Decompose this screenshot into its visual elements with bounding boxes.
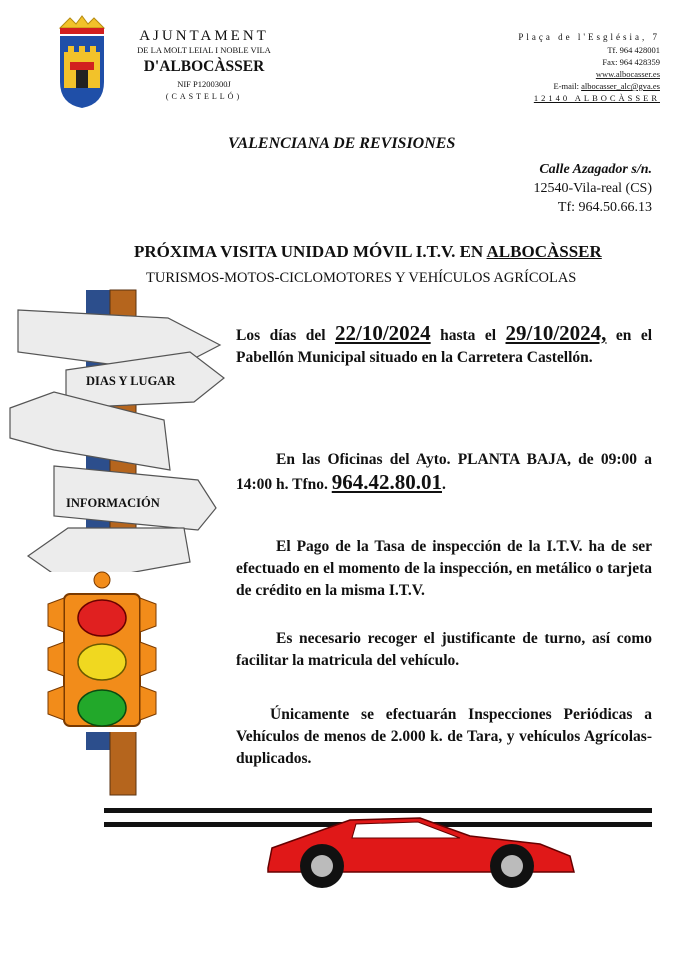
traffic-light-illustration bbox=[40, 572, 156, 732]
p2-text-a: En las Oficinas del Ayto. PLANTA BAJA, de 09:00 a 14:00 h. Tfno. bbox=[236, 451, 652, 493]
header-email-row bbox=[554, 81, 661, 91]
header-fax: Fax: 964 428359 bbox=[602, 57, 660, 67]
header-address: Plaça de l'Església, 7 bbox=[518, 32, 660, 42]
header-nif: NIF P1200300J bbox=[177, 79, 231, 89]
header-line-ajuntament: AJUNTAMENT bbox=[139, 28, 269, 44]
paragraph-office bbox=[236, 449, 652, 496]
header-line-noble-vila: DE LA MOLT LEIAL I NOBLE VILA bbox=[137, 45, 271, 55]
paragraph-dates bbox=[236, 322, 652, 369]
red-car-illustration bbox=[268, 818, 574, 888]
p1-text-a: Los días del bbox=[236, 327, 335, 344]
header-email-link[interactable]: albocasser_alc@gva.es bbox=[581, 81, 660, 91]
p1-text-c: en el Pabellón Municipal situado en la Carretera Castellón. bbox=[236, 327, 653, 366]
notice-title bbox=[134, 242, 602, 262]
office-phone: 964.42.80.01 bbox=[331, 470, 442, 494]
header-province: (CASTELLÓ) bbox=[165, 92, 243, 101]
p2-text-b: . bbox=[442, 476, 446, 493]
header-web-link[interactable]: www.albocasser.es bbox=[595, 69, 660, 79]
recipient-phone: Tf: 964.50.66.13 bbox=[557, 200, 652, 215]
notice-subtitle: TURISMOS-MOTOS-CICLOMOTORES Y VEHÍCULOS AGRÍCOLAS bbox=[146, 270, 577, 286]
date-start: 22/10/2024 bbox=[334, 321, 431, 345]
paragraph-restrictions: Únicamente se efectuarán Inspecciones Periódicas a Vehículos de menos de 2.000 k. de Tara, y vehículos Agrícolas-duplicados. bbox=[236, 706, 652, 767]
header-town-name: D'ALBOCÀSSER bbox=[143, 58, 265, 75]
header-phone: Tf. 964 428001 bbox=[607, 45, 660, 55]
title-town: ALBOCÀSSER bbox=[486, 242, 602, 261]
title-prefix: PRÓXIMA VISITA UNIDAD MÓVIL I.T.V. EN bbox=[134, 242, 487, 261]
sign-label-dias-lugar: DIAS Y LUGAR bbox=[86, 374, 176, 388]
date-end: 29/10/2024, bbox=[505, 321, 607, 345]
recipient-company: VALENCIANA DE REVISIONES bbox=[228, 135, 456, 152]
email-label: E-mail: bbox=[553, 81, 582, 91]
recipient-street: Calle Azagador s/n. bbox=[539, 162, 652, 177]
town-crest-logo bbox=[60, 16, 104, 108]
paragraph-requirements: Es necesario recoger el justificante de turno, así como facilitar la matricula del vehículo. bbox=[236, 630, 652, 669]
recipient-city: 12540-Vila-real (CS) bbox=[533, 181, 652, 196]
paragraph-payment: El Pago de la Tasa de inspección de la I.T.V. ha de ser efectuado en el momento de la inspección, en metálico o tarjeta de crédito en la misma I.T.V. bbox=[236, 538, 652, 599]
p1-text-b: hasta el bbox=[430, 327, 506, 344]
header-postcode: 12140 ALBOCÀSSER bbox=[533, 93, 660, 103]
sign-label-informacion: INFORMACIÓN bbox=[66, 496, 160, 510]
